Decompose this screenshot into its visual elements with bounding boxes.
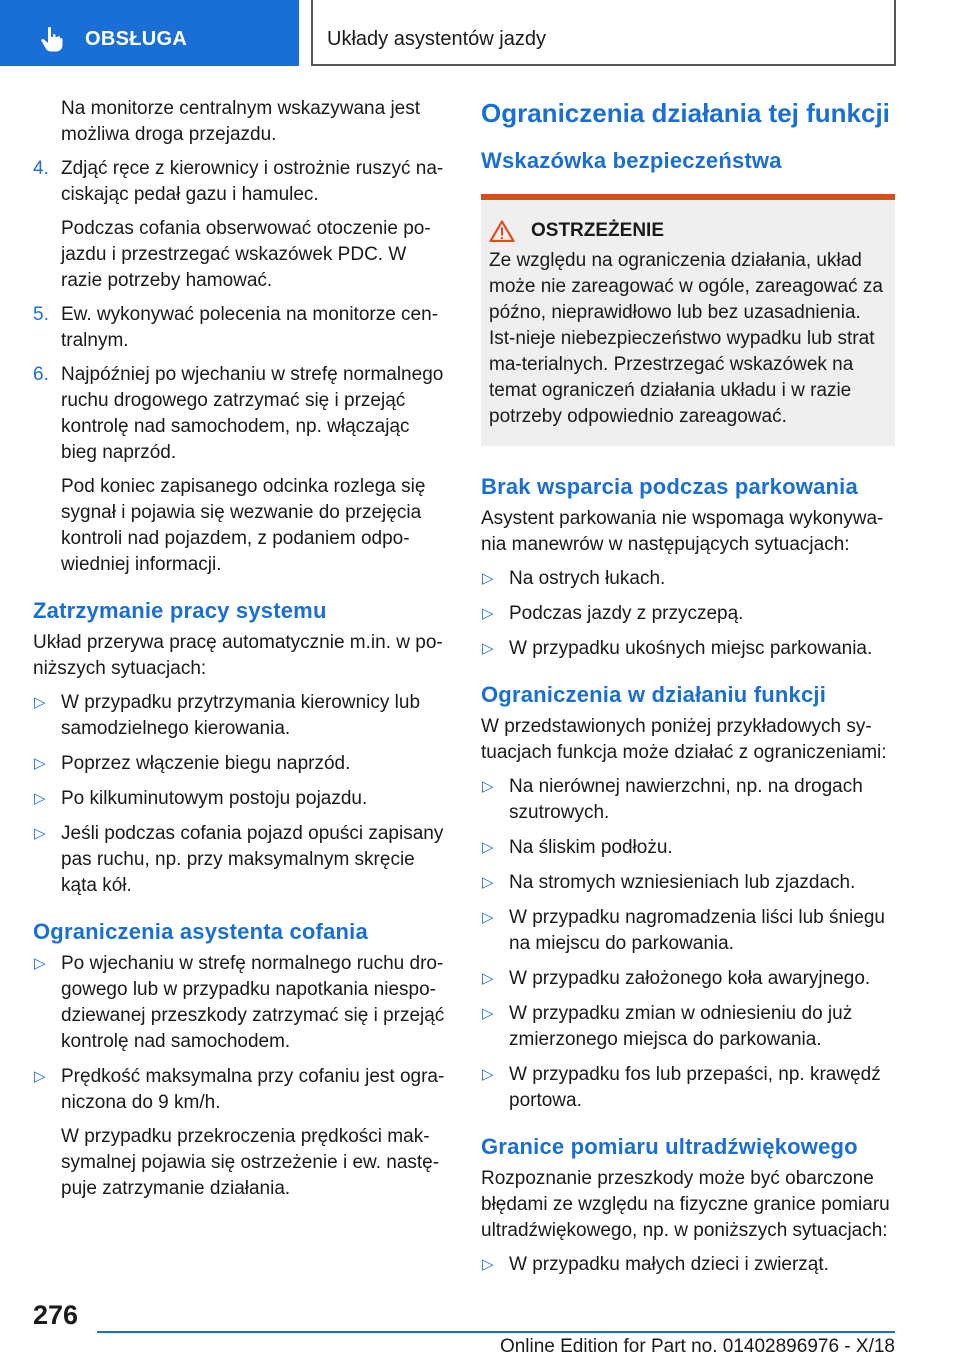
- list-item: ▷ Podczas jazdy z przyczepą.: [481, 601, 895, 627]
- safety-heading: Wskazówka bezpieczeństwa: [481, 148, 782, 173]
- chapter-title: Układy asystentów jazdy: [327, 28, 546, 50]
- bullet-triangle-icon: ▷: [482, 909, 494, 926]
- list-item: ▷ W przypadku nagromadzenia liści lub śniegu na miejscu do parkowania.: [482, 907, 885, 954]
- list-item-note: W przypadku przekroczenia prędkości mak-symalnej pojawia się ostrzeżenie i ew. nastę-puje zatrzymanie działania.: [61, 1126, 440, 1199]
- warning-text: Ze względu na ograniczenia działania, układ może nie zareagować w ogóle, zareagować za późno, nieprawidłowo lub bez uzasadnienia. Ist-nieje niebezpieczeństwo wypadku lub strat ma-terialnych. Przestrzegać wskazówek na temat ograniczeń działania układu i w razie potrzeby odpowiednio zareagować.: [489, 250, 883, 427]
- warning-title: OSTRZEŻENIE: [531, 220, 665, 241]
- list-item: ▷ Po kilkuminutowym postoju pojazdu.: [33, 786, 447, 812]
- hand-pointer-icon: [40, 26, 64, 52]
- list-item: ▷ Poprzez włączenie biegu naprzód.: [33, 751, 447, 777]
- step-item: [33, 302, 447, 354]
- bullet-triangle-icon: ▷: [34, 1068, 46, 1085]
- footer-divider: [97, 1331, 895, 1333]
- limits-intro: W przedstawionych poniżej przykładowych sy-tuacjach funkcja może działać z ograniczeniami:: [481, 716, 887, 763]
- ultrasonic-list: [481, 1252, 895, 1278]
- bullet-triangle-icon: ▷: [482, 839, 494, 856]
- section-heading-limits: Ograniczenia w działaniu funkcji: [481, 682, 827, 707]
- bullet-triangle-icon: ▷: [482, 1005, 494, 1022]
- list-item: ▷ Jeśli podczas cofania pojazd opuści zapisany pas ruchu, np. przy maksymalnym skręcie kąta kół.: [34, 823, 444, 896]
- section-tab-label: OBSŁUGA: [85, 28, 188, 50]
- step-text: Zdjąć ręce z kierownicy i ostrożnie ruszyć na-ciskając pedał gazu i hamulec.: [61, 158, 444, 205]
- ultrasonic-intro: Rozpoznanie przeszkody może być obarczone błędami ze względu na fizyczne granice pomiaru ultradźwiękowego, np. w poniższych sytuacjach:: [481, 1168, 890, 1241]
- step-item: [33, 156, 447, 294]
- section-heading-ultrasonic: Granice pomiaru ultradźwiękowego: [481, 1134, 858, 1159]
- main-heading: Ograniczenia działania tej funkcji: [481, 98, 890, 128]
- bullet-triangle-icon: ▷: [34, 694, 46, 711]
- bullet-triangle-icon: ▷: [34, 790, 46, 807]
- step-number: 5.: [33, 304, 49, 325]
- intro-paragraph: Na monitorze centralnym wskazywana jest możliwa droga przejazdu.: [61, 98, 421, 145]
- list-item: ▷ Na śliskim podłożu.: [481, 835, 895, 861]
- step-number: 6.: [33, 364, 49, 385]
- list-item: ▷ Po wjechaniu w strefę normalnego ruchu dro-gowego lub w przypadku napotkania niespo-dziewanej przeszkody zatrzymać się i przejąć kontrolę nad samochodem.: [34, 953, 445, 1052]
- section-heading-reverse: Ograniczenia asystenta cofania: [33, 919, 368, 944]
- stop-intro: Układ przerywa pracę automatycznie m.in. w po-niższych sytuacjach:: [33, 632, 443, 679]
- step-text: Najpóźniej po wjechaniu w strefę normalnego ruchu drogowego zatrzymać się i przejąć kontrolę nad samochodem, np. włączając bieg naprzód.: [61, 364, 444, 463]
- no-support-intro: Asystent parkowania nie wspomaga wykonywa-nia manewrów w następujących sytuacjach:: [481, 508, 884, 555]
- section-heading-stop: Zatrzymanie pracy systemu: [33, 598, 327, 623]
- bullet-triangle-icon: ▷: [34, 755, 46, 772]
- section-heading-no-support: Brak wsparcia podczas parkowania: [481, 474, 858, 499]
- list-item: ▷ Na stromych wzniesieniach lub zjazdach.: [481, 870, 895, 896]
- bullet-triangle-icon: ▷: [482, 778, 494, 795]
- bullet-triangle-icon: ▷: [482, 570, 494, 587]
- bullet-triangle-icon: ▷: [482, 605, 494, 622]
- list-item: ▷ W przypadku założonego koła awaryjnego.: [481, 966, 895, 992]
- step-number: 4.: [33, 158, 49, 179]
- section-tab: [0, 0, 299, 66]
- list-item: ▷ Na ostrych łukach.: [481, 566, 895, 592]
- bullet-triangle-icon: ▷: [482, 1256, 494, 1273]
- warning-triangle-icon: [489, 220, 515, 242]
- step-note: Podczas cofania obserwować otoczenie po-jazdu i przestrzegać wskazówek PDC. W razie potrzeby hamować.: [61, 218, 431, 291]
- bullet-triangle-icon: ▷: [482, 874, 494, 891]
- warning-box: [481, 194, 895, 446]
- list-item: ▷ W przypadku zmian w odniesieniu do już zmierzonego miejsca do parkowania.: [482, 1003, 853, 1050]
- stop-list: [33, 690, 447, 899]
- bullet-triangle-icon: ▷: [34, 955, 46, 972]
- no-support-list: [481, 566, 895, 662]
- right-column: [481, 96, 895, 1287]
- bullet-triangle-icon: ▷: [482, 1066, 494, 1083]
- list-item: ▷ Na nierównej nawierzchni, np. na drogach szutrowych.: [482, 776, 863, 823]
- list-item: ▷ W przypadku fos lub przepaści, np. krawędź portowa.: [482, 1064, 881, 1111]
- page-number: 276: [33, 1300, 79, 1330]
- list-item: ▷ W przypadku ukośnych miejsc parkowania.: [481, 636, 895, 662]
- bullet-triangle-icon: ▷: [482, 640, 494, 657]
- list-item: ▷ Prędkość maksymalna przy cofaniu jest ogra-niczona do 9 km/h. W przypadku przekroczenia prędkości mak-symalnej pojawia się ostrzeżenie i ew. nastę-puje zatrzymanie działania.: [33, 1064, 447, 1202]
- step-text: Ew. wykonywać polecenia na monitorze cen-tralnym.: [61, 304, 439, 351]
- limits-list: [481, 774, 895, 1114]
- list-item: ▷ W przypadku przytrzymania kierownicy lub samodzielnego kierowania.: [34, 692, 421, 739]
- chapter-header: [311, 0, 896, 66]
- reverse-list: [33, 951, 447, 1202]
- bullet-triangle-icon: ▷: [34, 825, 46, 842]
- footer-edition: Online Edition for Part no. 01402896976 - X/18: [499, 1336, 895, 1357]
- step-item: [33, 362, 447, 578]
- left-column: [33, 96, 447, 1211]
- bullet-triangle-icon: ▷: [482, 970, 494, 987]
- step-note: Pod koniec zapisanego odcinka rozlega się sygnał i pojawia się wezwanie do przejęcia kontroli nad pojazdem, z podaniem odpo-wiedniej informacji.: [61, 476, 426, 575]
- list-item: ▷ W przypadku małych dzieci i zwierząt.: [481, 1252, 895, 1278]
